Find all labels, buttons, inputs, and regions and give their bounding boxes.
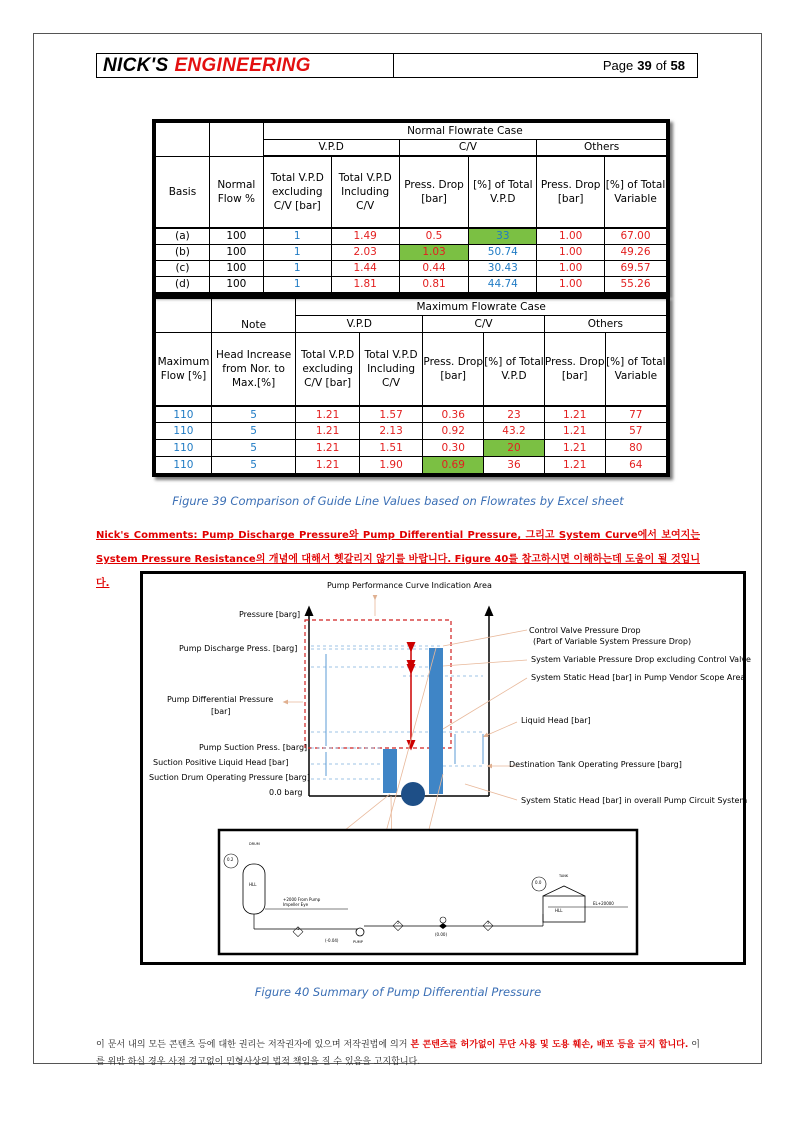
pid-tank: TANK	[559, 874, 569, 878]
table1-cell: 1	[263, 260, 331, 276]
maximum-flowrate-table	[152, 296, 670, 477]
table2-cell: 110	[156, 457, 212, 474]
table2-cell: 1.21	[544, 440, 605, 457]
table2-cell: 43.2	[484, 423, 545, 440]
table2-cell: 5	[211, 457, 295, 474]
table2-cell: 5	[211, 440, 295, 457]
table-row	[156, 276, 667, 292]
table1-cell: (b)	[156, 244, 210, 260]
table2-group-cv: C/V	[423, 315, 545, 332]
table2-col-header-5: [%] of Total V.P.D	[484, 332, 545, 406]
pid-p2: (0.00)	[435, 932, 448, 937]
table1-col-header-0: Basis	[156, 156, 210, 228]
table2-cell: 0.69	[423, 457, 484, 474]
label-sdo: Suction Drum Operating Pressure [barg]	[149, 773, 310, 782]
table1-cell: 1.00	[537, 244, 605, 260]
table1-cell: (a)	[156, 228, 210, 244]
table2-group-vpd: V.P.D	[296, 315, 423, 332]
table2-cell: 110	[156, 440, 212, 457]
table1-col-header-2: Total V.P.D excluding C/V [bar]	[263, 156, 331, 228]
label-spl: Suction Positive Liquid Head [bar]	[153, 758, 289, 767]
table1-group-cv: C/V	[399, 140, 537, 156]
brand-logo	[97, 54, 394, 77]
page-header	[96, 53, 698, 78]
table1-cell: 1.00	[537, 276, 605, 292]
pid-note: +2000 From Pump Impeller Eye	[283, 897, 321, 907]
table1-cell: 2.03	[331, 244, 399, 260]
table-row	[156, 457, 667, 474]
pid-pump: PUMP	[353, 940, 363, 944]
table2-cell: 110	[156, 406, 212, 423]
table2-group-others: Others	[544, 315, 666, 332]
label-area: Pump Performance Curve Indication Area	[327, 581, 492, 590]
table2-col-header-4: Press. Drop [bar]	[423, 332, 484, 406]
table1-col-header-6: Press. Drop [bar]	[537, 156, 605, 228]
table-row	[156, 260, 667, 276]
table-row	[156, 406, 667, 423]
table1-cell: 100	[209, 228, 263, 244]
table1-cell: 0.44	[399, 260, 469, 276]
table1-cell: (d)	[156, 276, 210, 292]
pid-v1: 0.2	[227, 857, 234, 862]
label-svpd: System Variable Pressure Drop excluding Control Valve	[531, 655, 751, 664]
table2-cell: 36	[484, 457, 545, 474]
table2-cell: 20	[484, 440, 545, 457]
label-differential: Pump Differential Pressure	[167, 695, 274, 704]
table2-cell: 0.92	[423, 423, 484, 440]
table1-col-header-5: [%] of Total V.P.D	[469, 156, 537, 228]
table2-cell: 57	[605, 423, 666, 440]
copyright-part-c: 이를 위반 하실 경우 사전 경고없이 민형사상의 법적 책임을 질 수 있음을 고지합니다.	[96, 1040, 700, 1067]
table2-cell: 80	[605, 440, 666, 457]
table2-cell: 0.36	[423, 406, 484, 423]
table2-cell: 5	[211, 423, 295, 440]
table1-cell: 33	[469, 228, 537, 244]
table2-col-header-6: Press. Drop [bar]	[544, 332, 605, 406]
table2-cell: 110	[156, 423, 212, 440]
table1-cell: 1.81	[331, 276, 399, 292]
table1-title: Normal Flowrate Case	[263, 123, 666, 140]
table2-cell: 23	[484, 406, 545, 423]
table2-cell: 1.21	[296, 406, 360, 423]
table1-group-vpd: V.P.D	[263, 140, 399, 156]
table2-cell: 0.30	[423, 440, 484, 457]
table1-col-header-7: [%] of Total Variable	[605, 156, 667, 228]
pid-hll2: HLL	[555, 908, 563, 913]
normal-flowrate-table	[152, 119, 670, 296]
table1-cell: 1.49	[331, 228, 399, 244]
table2-cell: 1.21	[544, 406, 605, 423]
pid-hll1: HLL	[249, 882, 257, 887]
table2-col-header-3: Total V.P.D Including C/V	[359, 332, 422, 406]
page-word: Page	[602, 58, 634, 73]
label-suction: Pump Suction Press. [barg]	[199, 743, 308, 752]
table2-col-header-1: Head Increase from Nor. to Max.[%]	[211, 332, 295, 406]
copyright-part-a: 이 문서 내의 모든 콘텐츠 등에 대한 권리는 저작권자에 있으며 저작권법에 의거	[96, 1040, 411, 1050]
table2-cell: 1.21	[296, 440, 360, 457]
label-ssh: System Static Head [bar] in Pump Vendor Scope Area	[531, 673, 746, 682]
table2-cell: 1.51	[359, 440, 422, 457]
table2-cell: 64	[605, 457, 666, 474]
table2-cell: 1.90	[359, 457, 422, 474]
table1-cell: 100	[209, 276, 263, 292]
table1-cell: 67.00	[605, 228, 667, 244]
table1-cell: 49.26	[605, 244, 667, 260]
table1-col-header-1: Normal Flow %	[209, 156, 263, 228]
table2-cell: 1.21	[296, 423, 360, 440]
table-row	[156, 228, 667, 244]
pid-p1: (-0.04)	[325, 938, 339, 943]
table2-cell: 2.13	[359, 423, 422, 440]
label-differential-unit: [bar]	[211, 707, 231, 716]
pid-n1: 1	[297, 927, 300, 931]
table1-col-header-3: Total V.P.D Including C/V	[331, 156, 399, 228]
table2-col-header-0: Maximum Flow [%]	[156, 332, 212, 406]
brand-name: NICK'S	[103, 54, 169, 76]
table1-cell: 50.74	[469, 244, 537, 260]
pid-el: EL+20000	[593, 901, 614, 906]
label-lh: Liquid Head [bar]	[521, 716, 591, 725]
table1-cell: 1.03	[399, 244, 469, 260]
pid-drum: DRUM	[249, 842, 260, 846]
table1-col-header-4: Press. Drop [bar]	[399, 156, 469, 228]
pump-pressure-diagram	[140, 571, 751, 965]
label-discharge: Pump Discharge Press. [barg]	[179, 644, 298, 653]
table1-cell: 30.43	[469, 260, 537, 276]
label-cv-note: (Part of Variable System Pressure Drop)	[533, 637, 692, 646]
figure-40-caption: Figure 40 Summary of Pump Differential Pressure	[254, 985, 542, 999]
pid-n3: 3	[487, 921, 490, 925]
table1-cell: 1.00	[537, 260, 605, 276]
table-row	[156, 440, 667, 457]
table1-cell: 44.74	[469, 276, 537, 292]
table2-note: Note	[211, 298, 295, 333]
label-pressure: Pressure [barg]	[239, 610, 301, 619]
table1-cell: 69.57	[605, 260, 667, 276]
figure-39-caption: Figure 39 Comparison of Guide Line Values based on Flowrates by Excel sheet	[172, 494, 624, 508]
table1-cell: 1.00	[537, 228, 605, 244]
nicks-comment: Nick's Comments: Pump Discharge Pressure와 Pump Differential Pressure, 그리고 System Curve에서 보여지는 System Pressure Resistance의 개념에 대해서 헷갈리지 않기를 바랍니다. Figure 40를 참고하시면 이해하는데 도움이 될 것입니다.	[96, 530, 700, 589]
pid-v2: 0.0	[535, 880, 542, 885]
table2-cell: 77	[605, 406, 666, 423]
table2-cell: 1.21	[296, 457, 360, 474]
table2-cell: 1.21	[544, 423, 605, 440]
table1-cell: 1.44	[331, 260, 399, 276]
table1-group-others: Others	[537, 140, 667, 156]
table2-title: Maximum Flowrate Case	[296, 298, 667, 316]
table1-cell: 1	[263, 276, 331, 292]
table2-cell: 1.57	[359, 406, 422, 423]
table1-cell: 100	[209, 260, 263, 276]
table-row	[156, 244, 667, 260]
page-number: 39	[637, 58, 652, 73]
table1-cell: (c)	[156, 260, 210, 276]
table2-cell: 5	[211, 406, 295, 423]
table-row	[156, 423, 667, 440]
table1-cell: 100	[209, 244, 263, 260]
label-ssho: System Static Head [bar] in overall Pump Circuit System	[521, 796, 748, 805]
of-word: of	[655, 58, 667, 73]
label-zero: 0.0 barg	[269, 788, 303, 797]
copyright-part-b: 본 콘텐츠를 허가없이 무단 사용 및 도용 훼손, 배포 등을 금지 합니다.	[410, 1040, 689, 1050]
table1-cell: 55.26	[605, 276, 667, 292]
table2-col-header-2: Total V.P.D excluding C/V [bar]	[296, 332, 360, 406]
table2-col-header-7: [%] of Total Variable	[605, 332, 666, 406]
page-total: 58	[670, 58, 685, 73]
table1-cell: 1	[263, 244, 331, 260]
page-indicator	[394, 54, 697, 77]
label-cv: Control Valve Pressure Drop	[529, 626, 641, 635]
copyright-notice	[96, 1037, 700, 1071]
table2-cell: 1.21	[544, 457, 605, 474]
label-dto: Destination Tank Operating Pressure [barg]	[509, 760, 682, 769]
table1-cell: 0.5	[399, 228, 469, 244]
pid-n2: 2	[397, 921, 400, 925]
table1-cell: 1	[263, 228, 331, 244]
brand-name-red: ENGINEERING	[174, 54, 311, 76]
table1-cell: 0.81	[399, 276, 469, 292]
